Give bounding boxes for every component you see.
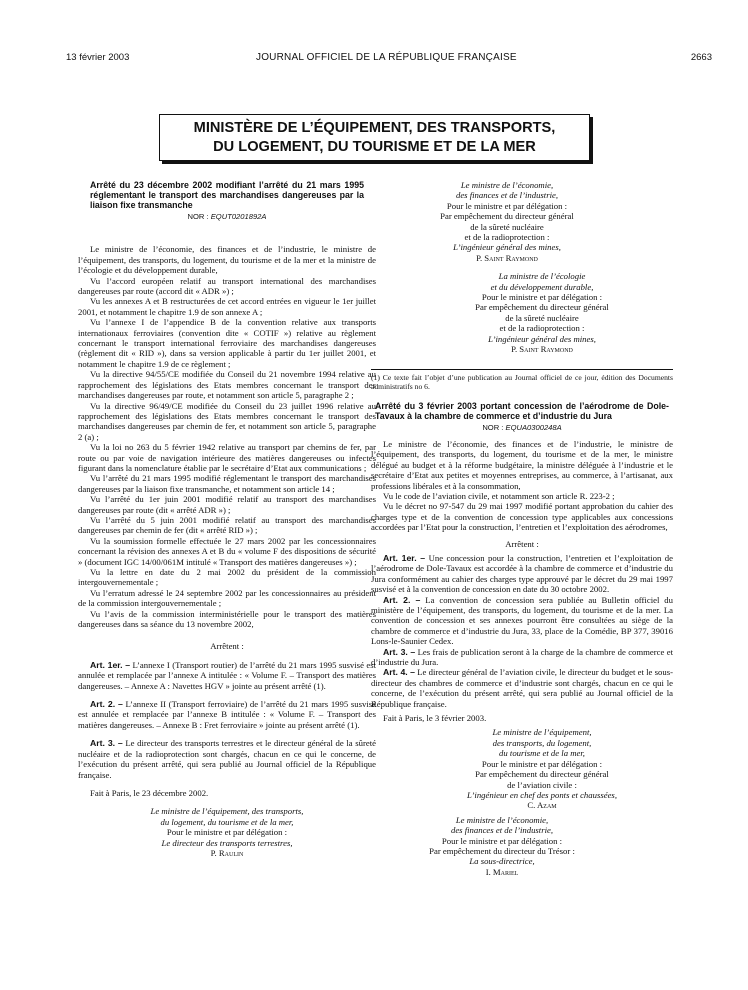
signature-line: Pour le ministre et par délégation : [166,827,288,838]
arretent-heading: Arrêtent : [210,641,244,652]
nor-reference [78,212,376,222]
article-label: Art. 4. – [383,667,415,678]
nor-label: NOR : [187,212,211,221]
article-text: Une concession pour la construction, l’entretien et l’exploitation de l’aérodrome de Dole-Tavaux est accordée à la chambre de commerce et d’industrie du Jura conformément au cahier des charges type approuvé par le décret du 29 mai 1997 susvisé et à la convention de concession en date du 30 octobre 2002. [371,552,673,595]
signature-line: Par empêchement du directeur du Trésor : [429,845,575,856]
signature-line: des finances et de l’industrie, [450,825,554,836]
signatory-name: C. Azam [527,800,557,811]
signature-line: et de la radioprotection : [499,323,585,334]
article [371,647,673,668]
signature-line: Le directeur des transports terrestres, [161,837,293,848]
signature-line: Par empêchement du directeur général [440,211,574,222]
decree-title: Arrêté du 23 décembre 2002 modifiant l’arrêté du 21 mars 1995 réglementant le transport des marchandises dangereuses par la liaison fixe transmanche [90,180,364,210]
article [371,667,673,709]
article-label: Art. 2. – [383,594,421,605]
signature-line: Pour le ministre et par délégation : [446,200,568,211]
signature-line: de l’aviation civile : [507,779,577,790]
signature-line: et du développement durable, [490,281,594,292]
preamble-para: Vu l’accord européen relatif au transport international des marchandises dangereuses par route (accord dit « ADR ») ; [78,275,376,297]
signature-line: Le ministre de l’équipement, des transports, [150,806,304,817]
article-text: Les frais de publication seront à la charge de la chambre de commerce et d’industrie du Jura. [371,646,673,668]
signature-block [411,727,673,810]
preamble-para: Vu la directive 94/55/CE modifiée du Conseil du 21 novembre 1994 relative au rapprochement des législations des Etats membres concernant le transport des marchandises dangereuses par route, et notamment son article 5, paragraphe 2 ; [78,369,376,401]
signature-line: La ministre de l’écologie [498,271,586,282]
article-label: Art. 2. – [90,699,123,710]
journal-title: JOURNAL OFFICIEL DE LA RÉPUBLIQUE FRANÇAISE [256,52,517,63]
article [371,553,673,595]
signatory-name: P. Saint Raymond [476,252,538,263]
preamble-para: Le ministre de l’économie, des finances et de l’industrie, le ministre de l’équipement, des transports, du logement, du tourisme et de la mer, le ministre délégué au budget et à la réforme budgétaire, la ministre déléguée à l’industrie et le secrétaire d’Etat aux petites et moyennes entreprises, au commerce, à l’artisanat, aux professions libérales et à la consommation, [371,438,673,491]
footnote: (1) Ce texte fait l’objet d’une publication au Journal officiel de ce jour, édition des Documents administratifs no 6. [371,369,673,391]
right-column [371,180,673,877]
signature-line: L’ingénieur en chef des ponts et chaussées, [467,789,617,800]
ministry-heading [159,114,590,161]
signature-line: L’ingénieur général des mines, [453,242,561,253]
signatory-name: P. Raulin [210,847,244,858]
article [78,738,376,780]
preamble-para: Vu la loi no 263 du 5 février 1942 relative au transport par chemins de fer, par route ou par voie de navigation intérieure des matières dangereuses ou infectes figurant dans la nomenclature établie par le secrétaire d’Etat aux communications ; [78,442,376,473]
signature-line: Le ministre de l’équipement, [492,727,592,738]
signature-line: de la sûreté nucléaire [470,221,544,232]
signature-line: du tourisme et de la mer, [499,748,585,759]
nor-code: EQUA0300248A [505,422,562,432]
arretent-heading: Arrêtent : [505,538,539,549]
article [371,595,673,647]
article [78,660,376,691]
preamble-para: Vu l’avis de la commission interministérielle pour le transport des matières dangereuses dans sa séance du 13 novembre 2002, [78,608,376,630]
signature-line: Le ministre de l’économie, [455,814,549,825]
ministry-line-2: DU LOGEMENT, DU TOURISME ET DE LA MER [213,139,536,155]
nor-code: EQUT0201892A [210,212,267,221]
article-text: L’annexe I (Transport routier) de l’arrêté du 21 mars 1995 susvisé est annulée et remplacée par l’annexe A intitulée : « Volume F. – Transport des matières dangereuses. – Annexe A : Navettes HGV » jointe au présent arrêté (1). [78,659,376,691]
preamble-para: Vu l’erratum adressé le 24 septembre 2002 par les concessionnaires au président de la commission intergouvernementale ; [78,587,376,609]
left-column [78,180,376,858]
decree-title: Arrêté du 3 février 2003 portant concession de l’aérodrome de Dole-Tavaux à la chambre de commerce et d’industrie du Jura [375,400,669,421]
page-number: 2663 [690,52,712,63]
signature-line: Par empêchement du directeur général [475,302,609,313]
preamble-para: Vu l’arrêté du 5 juin 2001 modifié relatif au transport des marchandises dangereuses par chemin de fer (dit « arrêté RID ») ; [78,514,376,536]
header-date: 13 février 2003 [66,52,130,63]
preamble-para: Vu l’annexe I de l’appendice B de la convention relative aux transports internationaux ferroviaires (convention dite « COTIF ») relative au règlement concernant le transport international ferroviaire des marchandises dangereuses (règlement dit « RID »), dans sa version applicable à partir du 1er juillet 2001, et notamment le chapitre 1.9 de ce règlement ; [78,317,376,369]
preamble-para: Vu le décret no 97-547 du 29 mai 1997 modifié portant approbation du cahier des charges type et de la convention de concession type applicables aux concessions accordées par l’Etat pour la construction, l’entretien et l’exploitation des aérodromes, [371,501,673,533]
signature-line: et de la radioprotection : [464,232,550,243]
preamble-para: Vu la soumission formelle effectuée le 27 mars 2002 par les concessionnaires concernant la révision des annexes A et B du « volume F des dispositions de sécurité » (document IGC 14/00/061M intitulé « Transport des matières dangereuses ») ; [78,535,376,567]
article-label: Art. 1er. – [90,659,131,670]
article-text: Le directeur général de l’aviation civile, le directeur du budget et le sous-directeur des chambres de commerce et d’industrie sont chargés, chacun en ce qui le concerne, de l’exécution du présent arrêté, qui sera publié au Journal officiel de la République française. [371,667,673,709]
ministry-line-1: MINISTÈRE DE L’ÉQUIPEMENT, DES TRANSPORTS, [193,120,556,136]
signing-place-date: Fait à Paris, le 3 février 2003. [383,713,487,724]
signature-line: L’ingénieur général des mines, [488,333,596,344]
preamble-para: Vu la directive 96/49/CE modifiée du Conseil du 23 juillet 1996 relative au rapprochement des législations des Etats membres concernant le transport des marchandises dangereuses par chemin de fer, et notamment son article 5, paragraphe 2 (a) ; [78,400,376,442]
signature-line: des finances et de l’industrie, [455,190,559,201]
article-text: Le directeur des transports terrestres et le directeur général de la sûreté nucléaire et de la radioprotection sont chargés, chacun en ce qui le concerne, de l’exécution du présent arrêté, qui sera publié au Journal officiel de la République française. [78,738,376,780]
signing-place-date: Fait à Paris, le 23 décembre 2002. [90,787,209,798]
page-header [66,52,712,66]
signatory-name: P. Saint Raymond [511,344,573,355]
signature-line: Pour le ministre et par délégation : [441,835,563,846]
preamble-para: Vu la lettre en date du 2 mai 2002 du président de la commission intergouvernementale ; [78,567,376,588]
preamble-para: Vu les annexes A et B restructurées de cet accord entrées en vigueur le 1er juillet 2001, et notamment le chapitre 1.9 de son annexe A ; [78,296,376,317]
article-label: Art. 3. – [90,738,123,749]
signature-line: Le ministre de l’économie, [460,180,554,190]
preamble-para: Le ministre de l’économie, des finances et de l’industrie, le ministre de l’équipement, des transports, du logement, du tourisme et de la mer et la ministre de l’écologie et du développement durable, [78,244,376,276]
signature-line: La sous-directrice, [469,856,535,867]
article-label: Art. 3. – [383,646,416,657]
nor-label: NOR : [482,422,506,432]
article-label: Art. 1er. – [383,552,426,563]
nor-reference [371,423,673,433]
signature-line: du logement, du tourisme et de la mer, [160,816,294,827]
article-text: La convention de concession sera publiée au Bulletin officiel du ministère de l’équipement, des transports, du logement, du tourisme et de la mer. La convention de concession et ses annexes pourront être consultées au siège de la chambre de commerce et d’industrie du Jura, 33, place de la Comédie, BP 377, 39016 Lons-le-Saunier Cedex. [371,594,673,647]
preamble-para: Vu le code de l’aviation civile, et notamment son article R. 223-2 ; [383,490,615,501]
signature-line: Par empêchement du directeur général [475,769,609,780]
signature-line: des transports, du logement, [492,737,592,748]
signature-block [411,271,673,354]
signature-block [341,180,673,263]
signatory-name: I. Mariel [485,866,519,877]
signature-line: Pour le ministre et par délégation : [481,758,603,769]
signature-block [331,815,673,877]
article-text: L’annexe II (Transport ferroviaire) de l’arrêté du 21 mars 1995 susvisé est annulée et remplacée par l’annexe B intitulée : « Volume F. – Transport des matières dangereuses. – Annexe B : Fret ferroviaire » jointe au présent arrêté (1). [78,699,376,730]
preamble-para: Vu l’arrêté du 21 mars 1995 modifié réglementant le transport des marchandises dangereuses par la liaison fixe transmanche, et notamment son article 14 ; [78,473,376,494]
signature-line: de la sûreté nucléaire [505,312,579,323]
preamble-para: Vu l’arrêté du 1er juin 2001 modifié relatif au transport des marchandises dangereuses par route (dit « arrêté ADR ») ; [78,494,376,515]
signature-line: Pour le ministre et par délégation : [481,292,603,303]
article [78,699,376,730]
